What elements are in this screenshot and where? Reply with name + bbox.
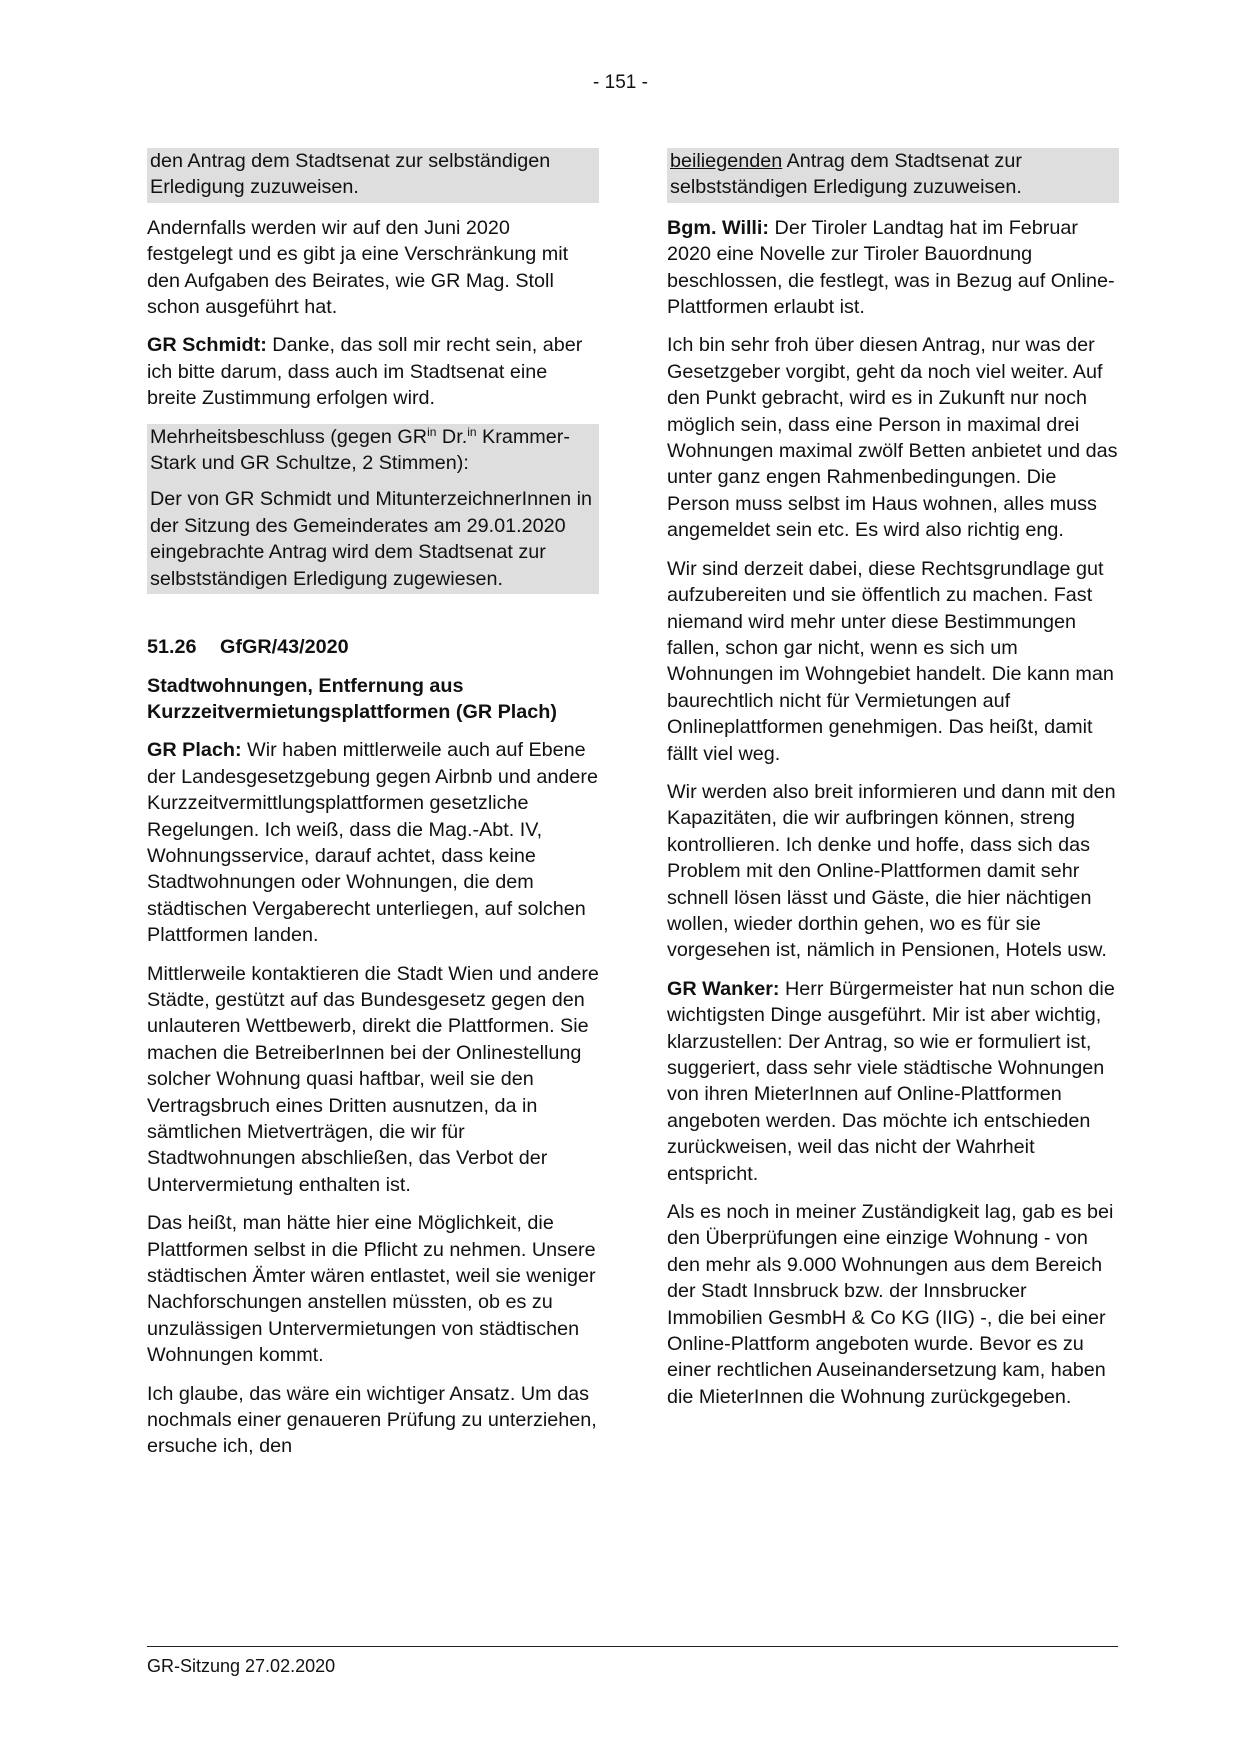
speaker-name: GR Plach: [147, 739, 242, 762]
highlighted-motion-text: den Antrag dem Stadtsenat zur selbständigen Erledigung zuzuweisen. [147, 148, 599, 203]
speech-text: Herr Bürgermeister hat nun schon die wichtigsten Dinge ausgeführt. Mir ist aber wichtig, klarzustellen: Der Antrag, so wie er formuliert ist, suggeriert, dass sehr viele städtische Wohnungen von ihren MieterInnen auf Online-Plattformen angeboten werden. Das möchte ich entschieden zurückweisen, weil das nicht der Wahrheit entspricht. [667, 977, 1115, 1185]
underlined-word: beiliegenden [670, 150, 783, 172]
speech-text: Der Tiroler Landtag hat im Februar 2020 eine Novelle zur Tiroler Bauordnung beschlossen, die festlegt, was in Bezug auf Online-Plattformen erlaubt ist. [667, 216, 1115, 319]
speaker-name: GR Schmidt: [147, 334, 267, 357]
footer-session-date: GR-Sitzung 27.02.2020 [147, 1656, 336, 1676]
resolution-block [147, 424, 599, 594]
highlighted-motion-text [667, 148, 1119, 203]
speaker-name: GR Wanker: [667, 977, 780, 1000]
paragraph: Wir sind derzeit dabei, diese Rechtsgrundlage gut aufzubereiten und sie öffentlich zu machen. Fast niemand wird mehr unter diese Bestimmungen fallen, schon gar nicht, wenn es sich um Wohnungen im Wohngebiet handelt. Die kann man baurechtlich nicht für Vermietungen auf Onlineplattformen genehmigen. Das heißt, damit fällt viel weg. [667, 557, 1114, 765]
paragraph: Das heißt, man hätte hier eine Möglichkeit, die Plattformen selbst in die Pflicht zu nehmen. Unsere städtischen Ämter wären entlastet, weil sie weniger Nachforschungen anstellen müssten, ob es zu unzulässigen Untervermietungen von städtischen Wohnungen kommt. [147, 1212, 596, 1367]
paragraph: Wir werden also breit informieren und dann mit den Kapazitäten, die wir aufbringen können, streng kontrollieren. Ich denke und hoffe, dass sich das Problem mit den Online-Plattformen damit sehr schnell lösen lässt und Gäste, die hier nächtigen wollen, wieder dorthin gehen, wo es für sie vorgesehen ist, nämlich in Pensionen, Hotels usw. [667, 780, 1116, 962]
speech-text: Wir haben mittlerweile auch auf Ebene der Landesgesetzgebung gegen Airbnb und andere Kurzzeitvermittlungsplattformen gesetzliche Regelungen. Ich weiß, dass die Mag.-Abt. IV, Wohnungsservice, darauf achtet, dass keine Stadtwohnungen oder Wohnungen, die dem städtischen Vergaberecht unterliegen, auf solchen Plattformen landen. [147, 739, 598, 947]
resolution-vote-part: Krammer-Stark und GR Schultze, 2 Stimmen): [150, 425, 570, 475]
speech-text: Danke, das soll mir recht sein, aber ich bitte darum, dass auch im Stadtsenat eine breite Zustimmung erfolgen wird. [147, 334, 583, 410]
agenda-item-code: GfGR/43/2020 [220, 636, 349, 659]
left-column [147, 148, 599, 1472]
speech-willi [667, 215, 1119, 321]
paragraph: Als es noch in meiner Zuständigkeit lag, gab es bei den Überprüfungen eine einzige Wohnung - von den mehr als 9.000 Wohnungen aus dem Bereich der Stadt Innsbruck bzw. der Innsbrucker Immobilien GesmbH & Co KG (IIG) -, die bei einer Online-Plattform angeboten wurde. Bevor es zu einer rechtlichen Auseinandersetzung kam, haben die MieterInnen die Wohnung zurückgegeben. [667, 1201, 1114, 1408]
agenda-item-number: 51.26 [147, 636, 197, 659]
paragraph: Ich glaube, das wäre ein wichtiger Ansatz. Um das nochmals einer genaueren Prüfung zu unterziehen, ersuche ich, den [147, 1382, 597, 1458]
right-column [667, 148, 1119, 1422]
speech-plach [147, 737, 599, 948]
motion-text: Antrag dem Stadtsenat zur selbstständigen Erledigung zuzuweisen. [670, 150, 1022, 199]
paragraph: Ich bin sehr froh über diesen Antrag, nur was der Gesetzgeber vorgibt, geht da noch viel weiter. Auf den Punkt gebracht, wird es in Zukunft nur noch möglich sein, dass eine Person in maximal drei Wohnungen maximal zwölf Betten anbietet und das unter ganz engen Rahmenbedingungen. Die Person muss selbst im Haus wohnen, alles muss angemeldet sein etc. Es wird also richtig eng. [667, 334, 1118, 542]
speech-wanker [667, 976, 1119, 1187]
resolution-text: Der von GR Schmidt und MitunterzeichnerInnen in der Sitzung des Gemeinderates am 29.01.2020 eingebrachte Antrag wird dem Stadtsenat zur selbstständigen Erledigung zugewiesen. [150, 488, 592, 590]
paragraph: Andernfalls werden wir auf den Juni 2020 festgelegt und es gibt ja eine Verschränkung mit den Aufgaben des Beirates, wie GR Mag. Stoll schon ausgeführt hat. [147, 216, 569, 319]
footer-divider [147, 1646, 1118, 1647]
superscript: in [467, 424, 477, 439]
speech-schmidt [147, 332, 599, 411]
paragraph: Mittlerweile kontaktieren die Stadt Wien und andere Städte, gestützt auf das Bundesgesetz gegen den unlauteren Wettbewerb, direkt die Plattformen. Sie machen die BetreiberInnen bei der Onlinestellung solcher Wohnung quasi haftbar, weil sie den Vertragsbruch eines Dritten ausnutzen, da in sämtlichen Mietverträgen, die wir für Stadtwohnungen abschließen, das Verbot der Untervermietung enthalten ist. [147, 962, 599, 1196]
speaker-name: Bgm. Willi: [667, 216, 770, 239]
resolution-vote-part: Mehrheitsbeschluss (gegen GR [150, 425, 428, 448]
superscript: in [427, 424, 437, 439]
resolution-vote-part: Dr. [436, 425, 468, 448]
resolution-vote [150, 424, 596, 477]
agenda-item-title: Stadtwohnungen, Entfernung aus Kurzzeitvermietungsplattformen (GR Plach) [147, 674, 557, 723]
page-number: - 151 - [593, 72, 648, 93]
agenda-item-header [147, 634, 599, 660]
